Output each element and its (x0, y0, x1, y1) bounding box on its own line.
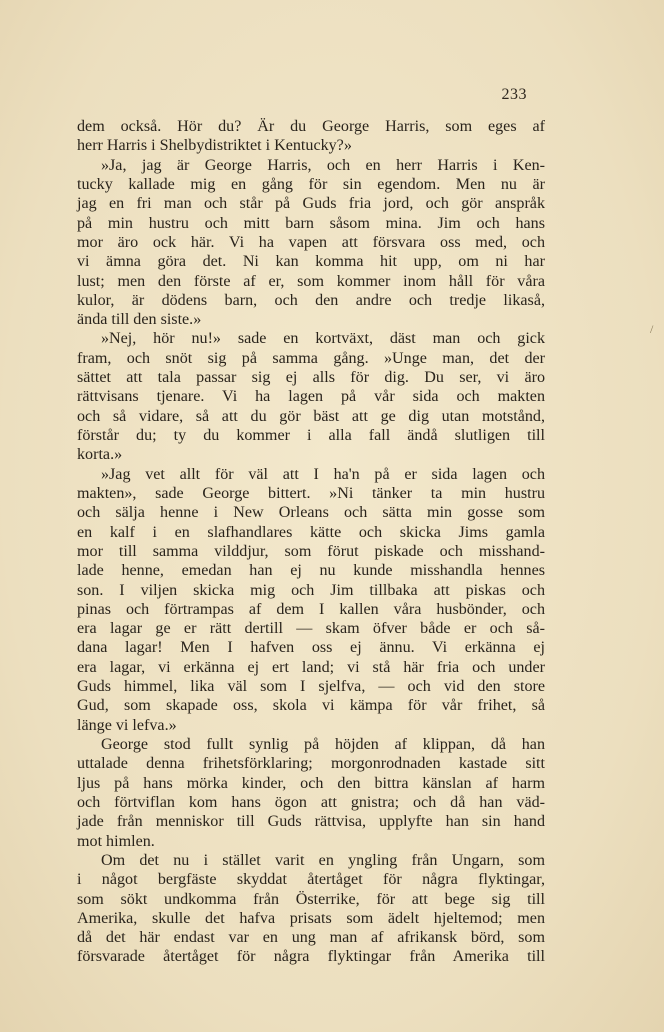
text-line: »Jag vet allt för väl att I ha'n på er sida lagen och (101, 465, 545, 483)
text-line: son. I viljen skicka mig och Jim tillbaka att piskas och (77, 581, 545, 599)
text-line: era lagar ge er rätt dertill — skam öfver både er och så- (77, 620, 545, 638)
text-line: uttalade denna frihetsförklaring; morgonrodnaden kastade sitt (77, 755, 545, 773)
text-line: en kalf i en slafhandlares kätte och skicka Jims gamla (77, 523, 545, 541)
text-line: Gud, som skapade oss, skola vi kämpa för vår frihet, så (77, 697, 545, 715)
text-line: Om det nu i stället varit en yngling från Ungarn, som (101, 851, 545, 869)
text-line: makten», sade George bittert. »Ni tänker ta min hustru (77, 484, 545, 502)
paragraph (77, 117, 545, 156)
text-line: länge vi lefva.» (77, 716, 177, 734)
text-line: era lagar, vi erkänna ej ert land; vi stå här fria och under (77, 658, 545, 676)
text-line: i något bergfäste skyddat återtåget för några flyktingar, (77, 871, 545, 889)
text-line: på min hustru och mitt barn såsom mina. Jim och hans (77, 214, 545, 232)
text-line: »Nej, hör nu!» sade en kortväxt, däst man och gick (101, 330, 545, 348)
text-line: mor äro ock här. Vi ha vapen att försvara oss med, och (77, 233, 545, 251)
text-line: ljus på hans mörka kinder, och den bittra känslan af harm (77, 774, 545, 792)
text-line: som sökt undkomma från Österrike, för att bege sig till (77, 890, 545, 908)
text-line: vi ämna göra det. Ni kan komma hit upp, om ni har (77, 253, 545, 271)
text-line: herr Harris i Shelbydistriktet i Kentucky?» (77, 137, 352, 155)
text-line: och förtviflan kom hans ögon att gnistra; och då han väd- (77, 793, 545, 811)
text-line: ända till den siste.» (77, 311, 202, 329)
text-line: förstår du; ty du kommer i alla fall ändå slutligen till (77, 427, 545, 444)
text-line: mot himlen. (77, 832, 155, 850)
paragraph (77, 735, 545, 851)
body-text (77, 117, 545, 967)
text-line: pinas och förtrampas af dem I kallen våra husbönder, och (77, 600, 545, 618)
paragraph (77, 156, 545, 330)
paragraph (77, 851, 545, 967)
text-line: jag en fri man och står på Guds fria jord, och gör anspråk (77, 195, 545, 213)
text-line: då det här endast var en ung man af afrikansk börd, som (77, 929, 545, 947)
text-line: fram, och snöt sig på samma gång. »Unge man, det der (77, 349, 545, 367)
text-line: och sälja henne i New Orleans och sätta min gosse som (77, 504, 545, 522)
page-number: 233 (501, 86, 527, 103)
text-line: mor till samma vilddjur, som förut piskade och misshand- (77, 542, 545, 560)
text-line: dana lagar! Men I hafven oss ej ännu. Vi erkänna ej (77, 639, 545, 657)
text-line: kulor, är dödens barn, och den andre och tredje likaså, (77, 291, 545, 309)
text-line: lade henne, emedan han ej nu kunde misshandla hennes (77, 562, 545, 580)
text-line: »Ja, jag är George Harris, och en herr Harris i Ken- (101, 156, 545, 174)
text-line: och så vidare, så att du gör bäst att ge dig utan motstånd, (77, 407, 545, 425)
paragraph (77, 465, 545, 735)
margin-pencil-mark: / (650, 322, 654, 336)
text-line: korta.» (77, 446, 123, 464)
text-line: försvarade återtåget för några flyktingar från Amerika till (77, 948, 545, 966)
paragraph (77, 329, 545, 464)
text-line: dem också. Hör du? Är du George Harris, som eges af (77, 118, 545, 135)
text-line: Amerika, skulle det hafva prisats som ädelt hjeltemod; men (77, 909, 545, 927)
text-line: tucky kallade mig en gång för sin egendom. Men nu är (77, 175, 545, 193)
text-line: George stod fullt synlig på höjden af klippan, då han (101, 736, 545, 753)
text-line: rättvisans tjenare. Vi ha lagen på vår sida och makten (77, 388, 545, 406)
text-line: lust; men den förste af er, som kommer inom håll för våra (77, 272, 545, 290)
text-line: jade från menniskor till Guds rättvisa, upplyfte han sin hand (77, 813, 545, 831)
text-line: sättet att tala passar sig ej alls för dig. Du ser, vi äro (77, 369, 545, 387)
text-line: Guds himmel, lika väl som I sjelfva, — och vid den store (77, 678, 545, 696)
